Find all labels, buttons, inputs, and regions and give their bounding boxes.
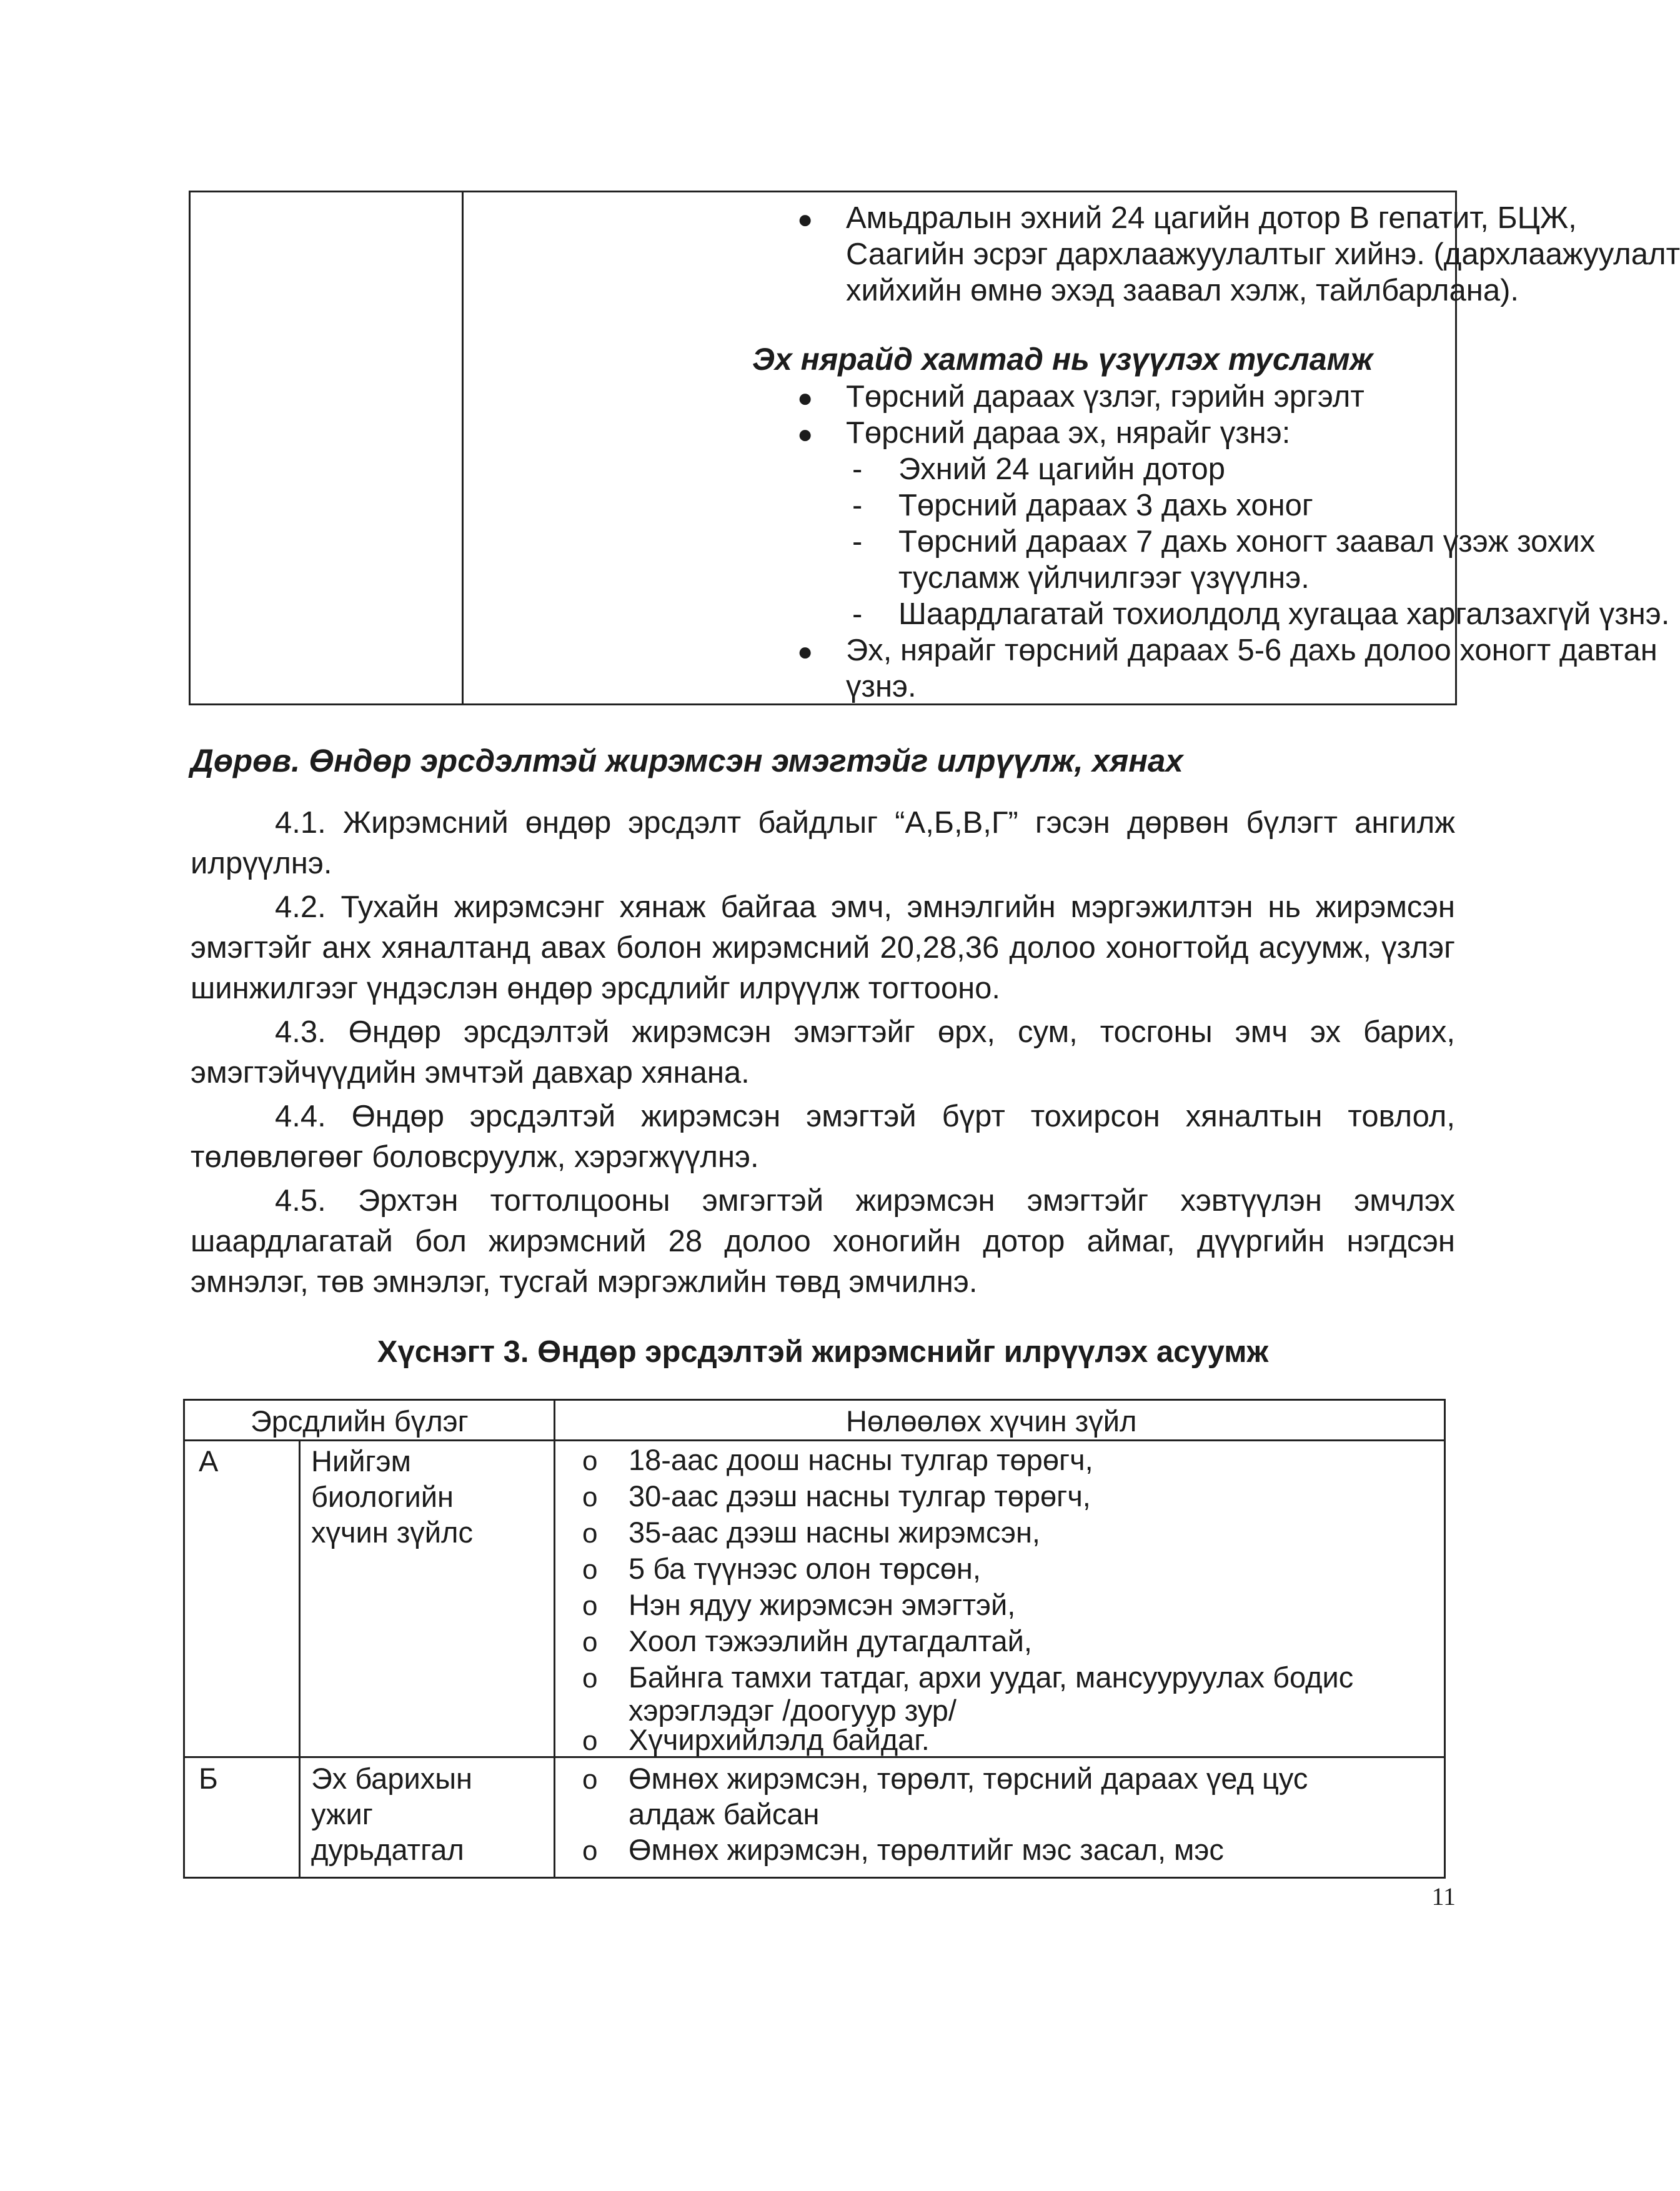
- page-number: 11: [1431, 1882, 1456, 1910]
- factor-item: хэрэглэдэг /доогуур зур/: [629, 1694, 957, 1727]
- column-divider: [554, 1401, 555, 1877]
- factor-item: Хүчирхийлэлд байдаг.: [629, 1723, 930, 1756]
- row-a-letter: А: [199, 1444, 219, 1478]
- dash-marker: -: [852, 597, 863, 631]
- top-table-right-cell: [464, 192, 1680, 703]
- top-table-left-cell: [191, 192, 464, 703]
- circle-marker: o: [582, 1518, 598, 1549]
- factor-item: Нэн ядуу жирэмсэн эмэгтэй,: [629, 1588, 1016, 1621]
- subheading: Эх нярайд хамтад нь үзүүлэх тусламж: [752, 342, 1373, 377]
- row-divider: [185, 1439, 1444, 1441]
- row-b-group: ужиг: [311, 1797, 373, 1831]
- factor-item: 35-аас дээш насны жирэмсэн,: [629, 1516, 1040, 1549]
- circle-marker: o: [582, 1836, 598, 1866]
- bullet-line: Эх, нярайг төрсний дараах 5-6 дахь долоо хоногт давтан: [846, 633, 1658, 667]
- circle-marker: o: [582, 1591, 598, 1621]
- row-a-group: Нийгэм: [311, 1444, 411, 1478]
- factor-item: 30-аас дээш насны тулгар төрөгч,: [629, 1479, 1091, 1513]
- row-b-letter: Б: [199, 1762, 218, 1795]
- dash-marker: -: [852, 525, 863, 559]
- table-3-title: Хүснэгт 3. Өндөр эрсдэлтэй жирэмснийг илрүүлэх асуумж: [377, 1335, 1269, 1369]
- dash-item: Эхний 24 цагийн дотор: [898, 452, 1226, 486]
- table-3: [183, 1399, 1446, 1879]
- bullet-line: Төрсний дараа эх, нярайг үзнэ:: [846, 416, 1291, 450]
- dash-item: тусламж үйлчилгээг үзүүлнэ.: [898, 561, 1310, 595]
- header-factor: Нөлөөлөх хүчин зүйл: [846, 1404, 1137, 1438]
- dash-item: Шаардлагатай тохиолдолд хугацаа харгалзахгүй үзнэ.: [898, 597, 1670, 631]
- factor-item: Өмнөх жирэмсэн, төрөлтийг мэс засал, мэс: [629, 1833, 1224, 1866]
- bullet-line: үзнэ.: [846, 670, 917, 703]
- factor-item: Хоол тэжээлийн дутагдалтай,: [629, 1624, 1032, 1657]
- dash-item: Төрсний дараах 3 дахь хоног: [898, 489, 1313, 522]
- bullet-line: хийхийн өмнө эхэд заавал хэлж, тайлбарлана).: [846, 274, 1519, 307]
- column-divider: [299, 1441, 301, 1877]
- section-heading: Дөрөв. Өндөр эрсдэлтэй жирэмсэн эмэгтэйг илрүүлж, хянах: [191, 743, 1183, 778]
- factor-item: алдаж байсан: [629, 1797, 820, 1831]
- factor-item: 18-аас доош насны тулгар төрөгч,: [629, 1443, 1093, 1476]
- bullet-marker: ●: [797, 204, 813, 234]
- paragraph-4-2: 4.2. Тухайн жирэмсэнг хянаж байгаа эмч, эмнэлгийн мэргэжилтэн нь жирэмсэн эмэгтэйг анх хяналтанд авах болон жирэмсний 20,28,36 долоо хоногтойд асуумж, үзлэг шинжилгээг үндэслэн өндөр эрсдлийг илрүүлж тогтооно.: [191, 890, 1455, 1005]
- circle-marker: o: [582, 1554, 598, 1585]
- circle-marker: o: [582, 1764, 598, 1795]
- top-table: [189, 191, 1680, 705]
- bullet-marker: ●: [797, 419, 813, 449]
- row-a-group: биологийн: [311, 1480, 454, 1513]
- paragraph-4-1: 4.1. Жирэмсний өндөр эрсдэлт байдлыг “А,Б,В,Г” гэсэн дөрвөн бүлэгт ангилж илрүүлнэ.: [191, 806, 1455, 880]
- dash-marker: -: [852, 452, 863, 486]
- circle-marker: o: [582, 1627, 598, 1657]
- circle-marker: o: [582, 1446, 598, 1476]
- row-b-group: дурьдатгал: [311, 1833, 464, 1866]
- dash-marker: -: [852, 489, 863, 522]
- bullet-line: Саагийн эсрэг дархлаажуулалтыг хийнэ. (дархлаажуулалт: [846, 237, 1680, 271]
- circle-marker: o: [582, 1663, 598, 1694]
- circle-marker: o: [582, 1482, 598, 1513]
- factor-item: 5 ба түүнээс олон төрсөн,: [629, 1552, 981, 1585]
- factor-item: Байнга тамхи татдаг, архи уудаг, мансууруулах бодис: [629, 1661, 1354, 1694]
- bullet-marker: ●: [797, 383, 813, 412]
- factor-item: Өмнөх жирэмсэн, төрөлт, төрсний дараах үед цус: [629, 1762, 1308, 1795]
- row-b-group: Эх барихын: [311, 1762, 472, 1795]
- circle-marker: o: [582, 1726, 598, 1756]
- paragraph-4-3: 4.3. Өндөр эрсдэлтэй жирэмсэн эмэгтэйг өрх, сум, тосгоны эмч эх барих, эмэгтэйчүүдийн эмчтэй давхар хянана.: [191, 1015, 1455, 1090]
- bullet-marker: ●: [797, 637, 813, 666]
- row-a-group: хүчин зүйлс: [311, 1516, 473, 1549]
- bullet-line: Төрсний дараах үзлэг, гэрийн эргэлт: [846, 380, 1364, 414]
- bullet-line: Амьдралын эхний 24 цагийн дотор В гепатит, БЦЖ,: [846, 201, 1577, 235]
- dash-item: Төрсний дараах 7 дахь хоногт заавал үзэж зохих: [898, 525, 1596, 559]
- header-risk-group: Эрсдлийн бүлэг: [251, 1404, 469, 1438]
- paragraph-4-4: 4.4. Өндөр эрсдэлтэй жирэмсэн эмэгтэй бүрт тохирсон хяналтын товлол, төлөвлөгөөг боловсруулж, хэрэгжүүлнэ.: [191, 1100, 1455, 1174]
- paragraph-4-5: 4.5. Эрхтэн тогтолцооны эмгэгтэй жирэмсэн эмэгтэйг хэвтүүлэн эмчлэх шаардлагатай бол жирэмсний 28 долоо хоногийн дотор аймаг, дүүргийн нэгдсэн эмнэлэг, төв эмнэлэг, тусгай мэргэжлийн төвд эмчилнэ.: [191, 1184, 1455, 1299]
